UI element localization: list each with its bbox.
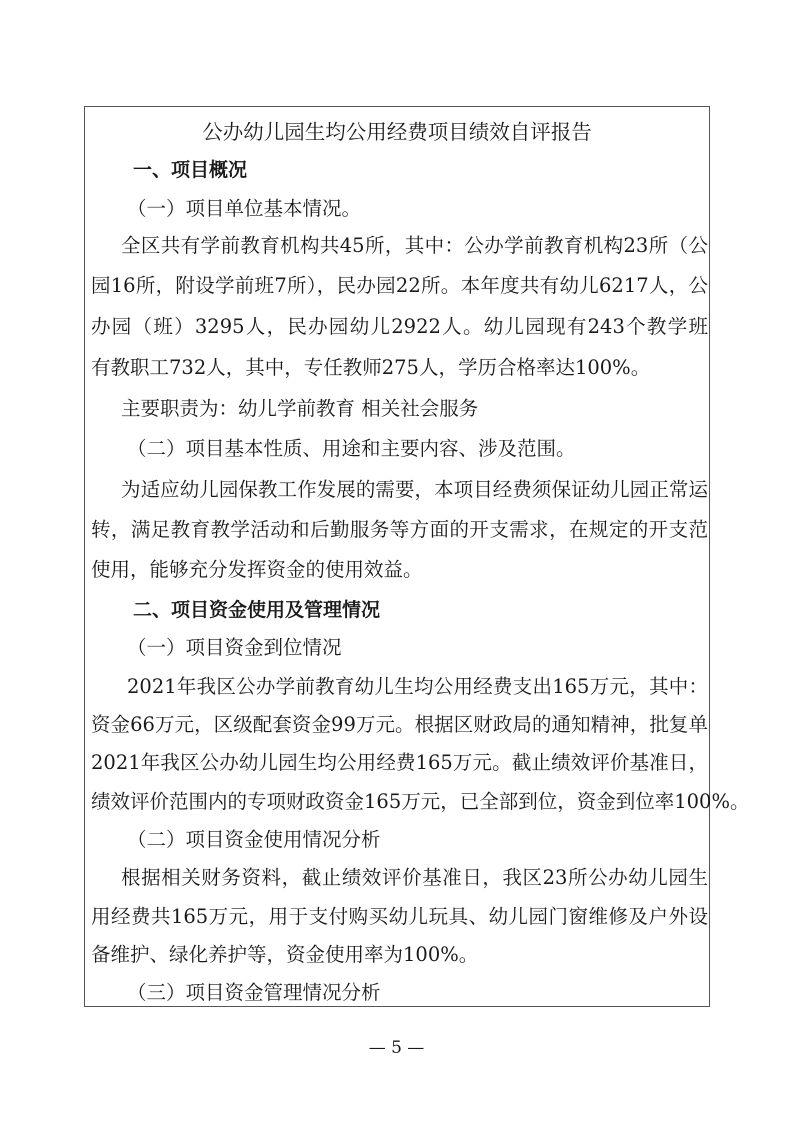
paragraph-line: 转，满足教育教学活动和后勤服务等方面的开支需求，在规定的开支范 bbox=[91, 518, 708, 541]
paragraph-line: 备维护、绿化养护等，资金使用率为100%。 bbox=[91, 943, 479, 966]
page-number: — 5 — bbox=[368, 1038, 425, 1058]
paragraph-line: 园16所，附设学前班7所），民办园22所。本年度共有幼儿6217人，公 bbox=[91, 274, 708, 297]
paragraph-line: 全区共有学前教育机构共45所，其中：公办学前教育机构23所（公 bbox=[121, 234, 708, 257]
paragraph-line: 使用，能够充分发挥资金的使用效益。 bbox=[91, 558, 423, 581]
section-heading-funds: 二、项目资金使用及管理情况 bbox=[133, 599, 381, 621]
subheading-unit-info: （一）项目单位基本情况。 bbox=[127, 197, 362, 220]
paragraph-line: 2021年我区公办学前教育幼儿生均公用经费支出165万元，其中： bbox=[127, 675, 708, 698]
paragraph-line: 2021年我区公办幼儿园生均公用经费165万元。截止绩效评价基准日， bbox=[91, 751, 708, 774]
subheading-funds-management: （三）项目资金管理情况分析 bbox=[127, 981, 381, 1004]
paragraph-line: 为适应幼儿园保教工作发展的需要，本项目经费须保证幼儿园正常运 bbox=[121, 478, 708, 501]
paragraph-line: 办园（班）3295人，民办园幼儿2922人。幼儿园现有243个教学班 bbox=[91, 315, 708, 338]
paragraph-line: 资金66万元，区级配套资金99万元。根据区财政局的通知精神，批复单 bbox=[91, 713, 708, 736]
document-title: 公办幼儿园生均公用经费项目绩效自评报告 bbox=[202, 120, 592, 144]
subheading-funds-usage: （二）项目资金使用情况分析 bbox=[127, 828, 381, 851]
paragraph-line: 有教职工732人，其中，专任教师275人，学历合格率达100%。 bbox=[91, 356, 651, 379]
paragraph-line: 用经费共165万元，用于支付购买幼儿玩具、幼儿园门窗维修及户外设 bbox=[91, 905, 708, 928]
paragraph-line: 绩效评价范围内的专项财政资金165万元，已全部到位，资金到位率100%。 bbox=[91, 790, 750, 813]
duties-line: 主要职责为：幼儿学前教育 相关社会服务 bbox=[121, 397, 479, 420]
section-heading-overview: 一、项目概况 bbox=[133, 159, 248, 181]
paragraph-line: 根据相关财务资料，截止绩效评价基准日，我区23所公办幼儿园生 bbox=[121, 866, 708, 889]
subheading-project-nature: （二）项目基本性质、用途和主要内容、涉及范围。 bbox=[127, 437, 576, 460]
subheading-funds-arrival: （一）项目资金到位情况 bbox=[127, 636, 342, 659]
